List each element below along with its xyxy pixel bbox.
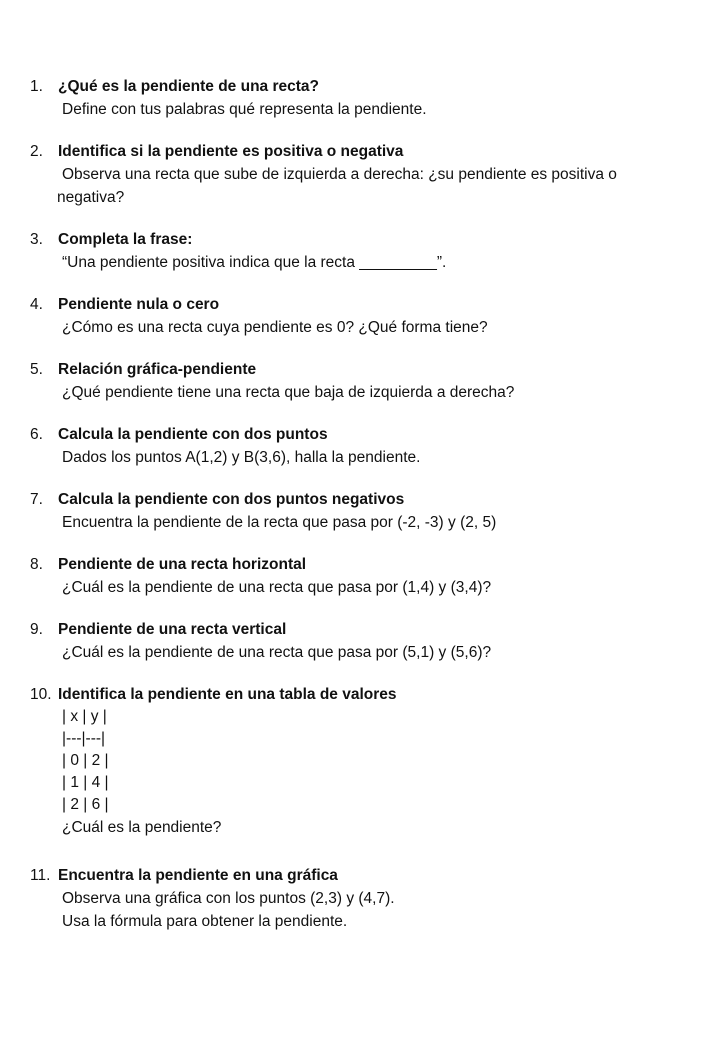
question-5	[0, 359, 720, 404]
question-number: 9.	[30, 621, 43, 638]
question-text: ¿Cuál es la pendiente?	[62, 819, 222, 836]
question-number: 8.	[30, 556, 43, 573]
question-text: Dados los puntos A(1,2) y B(3,6), halla la pendiente.	[62, 449, 421, 466]
question-number: 11.	[30, 867, 51, 884]
question-text: Usa la fórmula para obtener la pendiente.	[62, 913, 348, 930]
question-title: Calcula la pendiente con dos puntos	[58, 426, 328, 443]
question-11	[0, 865, 720, 933]
question-text: ¿Cuál es la pendiente de una recta que pasa por (5,1) y (5,6)?	[62, 644, 492, 661]
values-table-row: | 1 | 4 |	[62, 774, 109, 791]
values-table-row: | x | y |	[62, 708, 107, 725]
question-number: 4.	[30, 296, 43, 313]
question-title: Pendiente de una recta horizontal	[58, 556, 307, 573]
values-table-row: | 0 | 2 |	[62, 752, 109, 769]
question-9	[0, 619, 720, 664]
question-title: Pendiente de una recta vertical	[58, 621, 287, 638]
question-title: Identifica si la pendiente es positiva o negativa	[58, 143, 404, 160]
question-text-continued: negativa?	[57, 189, 125, 206]
question-number: 6.	[30, 426, 43, 443]
question-title: Identifica la pendiente en una tabla de valores	[58, 686, 397, 703]
question-7	[0, 489, 720, 534]
question-title: Pendiente nula o cero	[58, 296, 220, 313]
question-2	[0, 141, 720, 209]
question-text: ¿Cómo es una recta cuya pendiente es 0? ¿Qué forma tiene?	[62, 319, 488, 336]
question-number: 7.	[30, 491, 43, 508]
question-1	[0, 76, 720, 121]
question-text: “Una pendiente positiva indica que la recta _________”.	[62, 254, 447, 271]
question-text: Encuentra la pendiente de la recta que pasa por (-2, -3) y (2, 5)	[62, 514, 497, 531]
question-3	[0, 229, 720, 274]
question-number: 10.	[30, 686, 52, 703]
question-number: 1.	[30, 78, 43, 95]
question-number: 5.	[30, 361, 43, 378]
question-number: 3.	[30, 231, 43, 248]
question-8	[0, 554, 720, 599]
question-text: ¿Cuál es la pendiente de una recta que pasa por (1,4) y (3,4)?	[62, 579, 492, 596]
question-number: 2.	[30, 143, 43, 160]
question-6	[0, 424, 720, 469]
question-title: Encuentra la pendiente en una gráfica	[58, 867, 338, 884]
worksheet	[0, 76, 720, 953]
question-title: Completa la frase:	[58, 231, 193, 248]
question-text: Observa una recta que sube de izquierda a derecha: ¿su pendiente es positiva o	[62, 166, 617, 183]
values-table-row: | 2 | 6 |	[62, 796, 109, 813]
values-table-row: |---|---|	[62, 730, 106, 747]
question-text: ¿Qué pendiente tiene una recta que baja de izquierda a derecha?	[62, 384, 515, 401]
question-10	[0, 684, 720, 839]
question-text: Observa una gráfica con los puntos (2,3) y (4,7).	[62, 890, 395, 907]
question-title: Relación gráfica-pendiente	[58, 361, 257, 378]
question-4	[0, 294, 720, 339]
question-title: ¿Qué es la pendiente de una recta?	[58, 78, 319, 95]
question-title: Calcula la pendiente con dos puntos negativos	[58, 491, 405, 508]
question-text: Define con tus palabras qué representa la pendiente.	[62, 101, 427, 118]
